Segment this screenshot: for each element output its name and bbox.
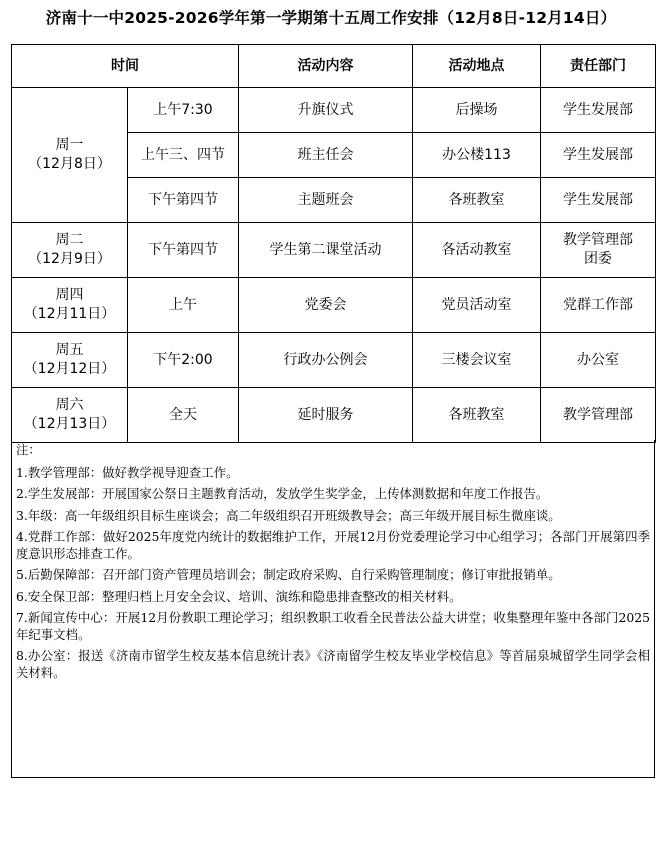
table-row bbox=[12, 333, 656, 388]
time-cell: 下午第四节 bbox=[128, 178, 239, 223]
day-name: 周二 bbox=[55, 232, 84, 248]
header-place: 活动地点 bbox=[413, 45, 541, 88]
note-item: 3.年级：高一年级组织目标生座谈会；高二年级组织召开班级教导会；高三年级开展目标生微座谈。 bbox=[16, 507, 561, 523]
content-cell: 党委会 bbox=[239, 278, 413, 333]
dept-line: 教学管理部 bbox=[563, 232, 633, 248]
time-cell: 下午2:00 bbox=[128, 333, 239, 388]
header-time: 时间 bbox=[12, 45, 239, 88]
dept-cell: 学生发展部 bbox=[541, 88, 656, 133]
dept-cell bbox=[541, 223, 656, 278]
place-cell: 党员活动室 bbox=[413, 278, 541, 333]
day-cell-thursday bbox=[12, 278, 128, 333]
note-item: 8.办公室：报送《济南市留学生校友基本信息统计表》《济南留学生校友毕业学校信息》等首届泉城留学生同学会相关材料。 bbox=[16, 648, 650, 680]
day-date: （12月11日） bbox=[23, 306, 116, 322]
table-row bbox=[12, 223, 656, 278]
time-cell: 上午 bbox=[128, 278, 239, 333]
note-item: 1.教学管理部：做好教学视导迎查工作。 bbox=[16, 464, 239, 480]
place-cell: 后操场 bbox=[413, 88, 541, 133]
note-item: 2.学生发展部：开展国家公祭日主题教育活动，发放学生奖学金，上传体测数据和年度工作报告。 bbox=[16, 486, 549, 501]
content-cell: 班主任会 bbox=[239, 133, 413, 178]
place-cell: 各班教室 bbox=[413, 388, 541, 443]
day-date: （12月12日） bbox=[23, 361, 116, 377]
day-date: （12月9日） bbox=[28, 251, 111, 267]
day-cell-monday bbox=[12, 88, 128, 223]
place-cell: 各活动教室 bbox=[413, 223, 541, 278]
header-content: 活动内容 bbox=[239, 45, 413, 88]
content-cell: 行政办公例会 bbox=[239, 333, 413, 388]
page-title: 济南十一中2025-2026学年第一学期第十五周工作安排（12月8日-12月14日） bbox=[45, 9, 617, 27]
day-date: （12月8日） bbox=[28, 156, 111, 172]
dept-line: 团委 bbox=[584, 251, 612, 267]
time-cell: 上午7:30 bbox=[128, 88, 239, 133]
time-cell: 全天 bbox=[128, 388, 239, 443]
time-cell: 下午第四节 bbox=[128, 223, 239, 278]
place-cell: 办公楼113 bbox=[413, 133, 541, 178]
dept-cell: 党群工作部 bbox=[541, 278, 656, 333]
header-dept: 责任部门 bbox=[541, 45, 656, 88]
notes-section bbox=[11, 440, 655, 778]
dept-cell: 教学管理部 bbox=[541, 388, 656, 443]
note-item: 6.安全保卫部：整理归档上月安全会议、培训、演练和隐患排查整改的相关材料。 bbox=[16, 588, 462, 604]
table-row bbox=[12, 88, 656, 133]
day-name: 周五 bbox=[55, 342, 84, 358]
place-cell: 三楼会议室 bbox=[413, 333, 541, 388]
table-row bbox=[12, 278, 656, 333]
dept-cell: 学生发展部 bbox=[541, 178, 656, 223]
table-row bbox=[12, 388, 656, 443]
table-header-row bbox=[12, 45, 656, 88]
content-cell: 学生第二课堂活动 bbox=[239, 223, 413, 278]
day-cell-saturday bbox=[12, 388, 128, 443]
time-cell: 上午三、四节 bbox=[128, 133, 239, 178]
note-item: 7.新闻宣传中心：开展12月份教职工理论学习；组织教职工收看全民普法公益大讲堂；收集整理年鉴中各部门2025年纪事文档。 bbox=[16, 610, 650, 642]
content-cell: 主题班会 bbox=[239, 178, 413, 223]
dept-cell: 学生发展部 bbox=[541, 133, 656, 178]
day-cell-friday bbox=[12, 333, 128, 388]
day-date: （12月13日） bbox=[23, 416, 116, 432]
content-cell: 延时服务 bbox=[239, 388, 413, 443]
notes-heading: 注： bbox=[16, 442, 41, 457]
content-cell: 升旗仪式 bbox=[239, 88, 413, 133]
day-name: 周四 bbox=[55, 287, 84, 303]
schedule-table bbox=[11, 44, 656, 443]
day-name: 周六 bbox=[55, 397, 84, 413]
note-item: 4.党群工作部：做好2025年度党内统计的数据维护工作，开展12月份党委理论学习中心组学习；各部门开展第四季度意识形态排查工作。 bbox=[16, 529, 650, 561]
day-name: 周一 bbox=[55, 137, 84, 153]
place-cell: 各班教室 bbox=[413, 178, 541, 223]
dept-cell: 办公室 bbox=[541, 333, 656, 388]
note-item: 5.后勤保障部：召开部门资产管理员培训会；制定政府采购、自行采购管理制度；修订审批报销单。 bbox=[16, 567, 561, 582]
day-cell-tuesday bbox=[12, 223, 128, 278]
